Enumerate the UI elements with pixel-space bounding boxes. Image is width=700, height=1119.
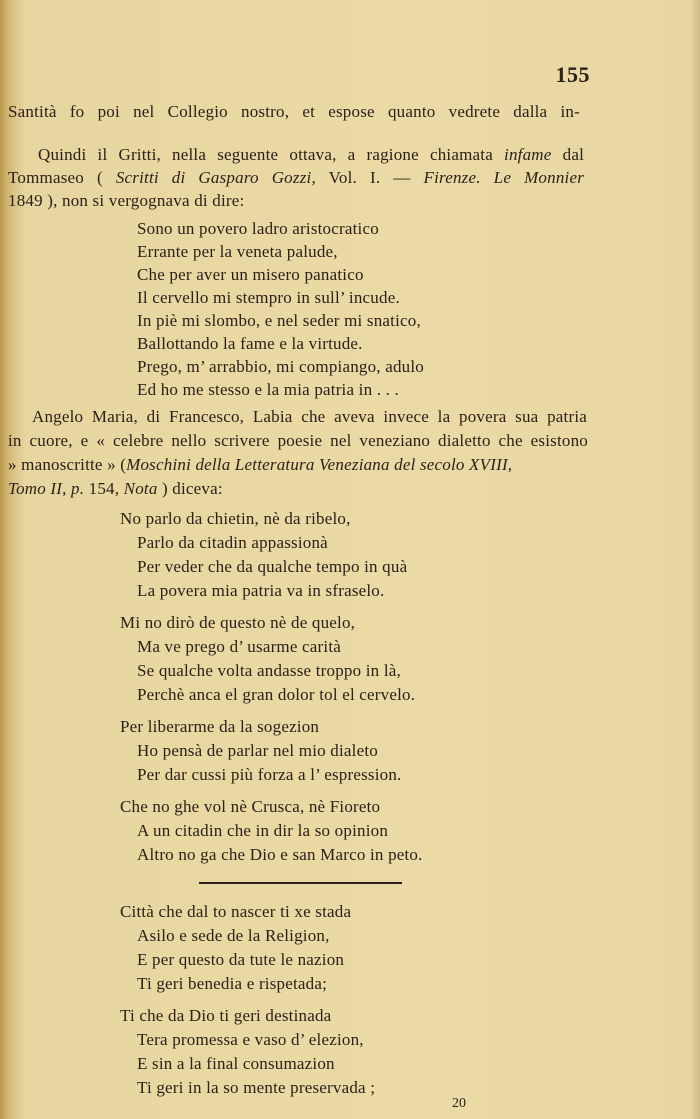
verse-line: Se qualche volta andasse troppo in là, — [137, 661, 401, 680]
verse-line: No parlo da chietin, nè da ribelo, — [120, 509, 351, 528]
page-edge-shadow — [690, 0, 700, 1119]
verse-line: Perchè anca el gran dolor tol el cervelo. — [137, 685, 416, 704]
prose-line-2-end: dal — [562, 145, 584, 164]
prose-line-2 — [38, 145, 584, 165]
verse-line: Sono un povero ladro aristocratico — [137, 219, 379, 238]
prose-line-8-italic-2: Nota — [123, 479, 158, 498]
prose-line-8 — [8, 479, 223, 499]
verse-line: E sin a la final consumazion — [137, 1054, 335, 1073]
verse-line: Errante per la veneta palude, — [137, 242, 338, 261]
prose-line-7-italic: Moschini della Letteratura Veneziana del secolo XVIII, — [126, 455, 513, 474]
prose-line-3-italic-2: Firenze. Le Monnier — [423, 168, 585, 187]
verse-line: Per veder che da qualche tempo in quà — [137, 557, 408, 576]
prose-line-2-italic: infame — [504, 145, 552, 164]
verse-line: Per dar cussi più forza a l’ espression. — [137, 765, 402, 784]
verse-line: Che no ghe vol nè Crusca, nè Fioreto — [120, 797, 381, 816]
verse-line: La povera mia patria va in sfraselo. — [137, 581, 385, 600]
prose-line-2-text: Quindi il Gritti, nella seguente ottava, a ragione chiamata — [38, 145, 493, 164]
prose-line-4: 1849 ), non si vergognava di dire: — [8, 191, 245, 210]
prose-line-3-a: Tommaseo ( — [8, 168, 103, 187]
prose-line-6: in cuore, e « celebre nello scrivere poesie nel veneziano dialetto che esistono — [8, 431, 588, 450]
verse-line: Che per aver un misero panatico — [137, 265, 364, 284]
verse-line: In piè mi slombo, e nel seder mi snatico, — [137, 311, 421, 330]
verse-line: Per liberarme da la sogezion — [120, 717, 320, 736]
verse-line: Ti geri in la so mente preservada ; — [137, 1078, 376, 1097]
verse-line: Ti geri benedia e rispetada; — [137, 974, 328, 993]
prose-line-3-italic: Scritti di Gasparo Gozzi, — [115, 168, 316, 187]
verse-line: A un citadin che in dir la so opinion — [137, 821, 389, 840]
page-number: 155 — [555, 62, 590, 87]
prose-line-7-a: » manoscritte » ( — [8, 455, 127, 474]
verse-line: Ho pensà de parlar nel mio dialeto — [137, 741, 378, 760]
verse-line: Altro no ga che Dio e san Marco in peto. — [137, 845, 423, 864]
verse-line: Ti che da Dio ti geri destinada — [120, 1006, 332, 1025]
verse-line: E per questo da tute le nazion — [137, 950, 345, 969]
verse-line: Ma ve prego d’ usarme carità — [137, 637, 341, 656]
verse-line: Parlo da citadin appassionà — [137, 533, 328, 552]
prose-line-8-a: 154, — [88, 479, 120, 498]
prose-line-3 — [8, 168, 584, 188]
prose-line-5: Angelo Maria, di Francesco, Labia che aveva invece la povera sua patria — [32, 407, 587, 426]
verse-line: Ed ho me stesso e la mia patria in . . . — [137, 380, 399, 399]
verse-line: Città che dal to nascer ti xe stada — [120, 902, 352, 921]
prose-line-1: Santità fo poi nel Collegio nostro, et espose quanto vedrete dalla in- — [8, 102, 580, 121]
verse-line: Tera promessa e vaso d’ elezion, — [137, 1030, 364, 1049]
verse-line: Ballottando la fame e la virtude. — [137, 334, 363, 353]
verse-line: Mi no dirò de questo nè de quelo, — [120, 613, 356, 632]
verse-line: Il cervello mi stempro in sull’ incude. — [137, 288, 400, 307]
prose-line-8-b: ) diceva: — [162, 479, 223, 498]
prose-line-7 — [8, 455, 512, 475]
prose-line-8-italic: Tomo II, p. — [8, 479, 85, 498]
prose-line-3-b: Vol. I. — — [328, 168, 411, 187]
signature-mark: 20 — [452, 1096, 466, 1111]
section-divider — [199, 882, 402, 884]
verse-line: Asilo e sede de la Religion, — [137, 926, 330, 945]
verse-line: Prego, m’ arrabbio, mi compiango, adulo — [137, 357, 424, 376]
